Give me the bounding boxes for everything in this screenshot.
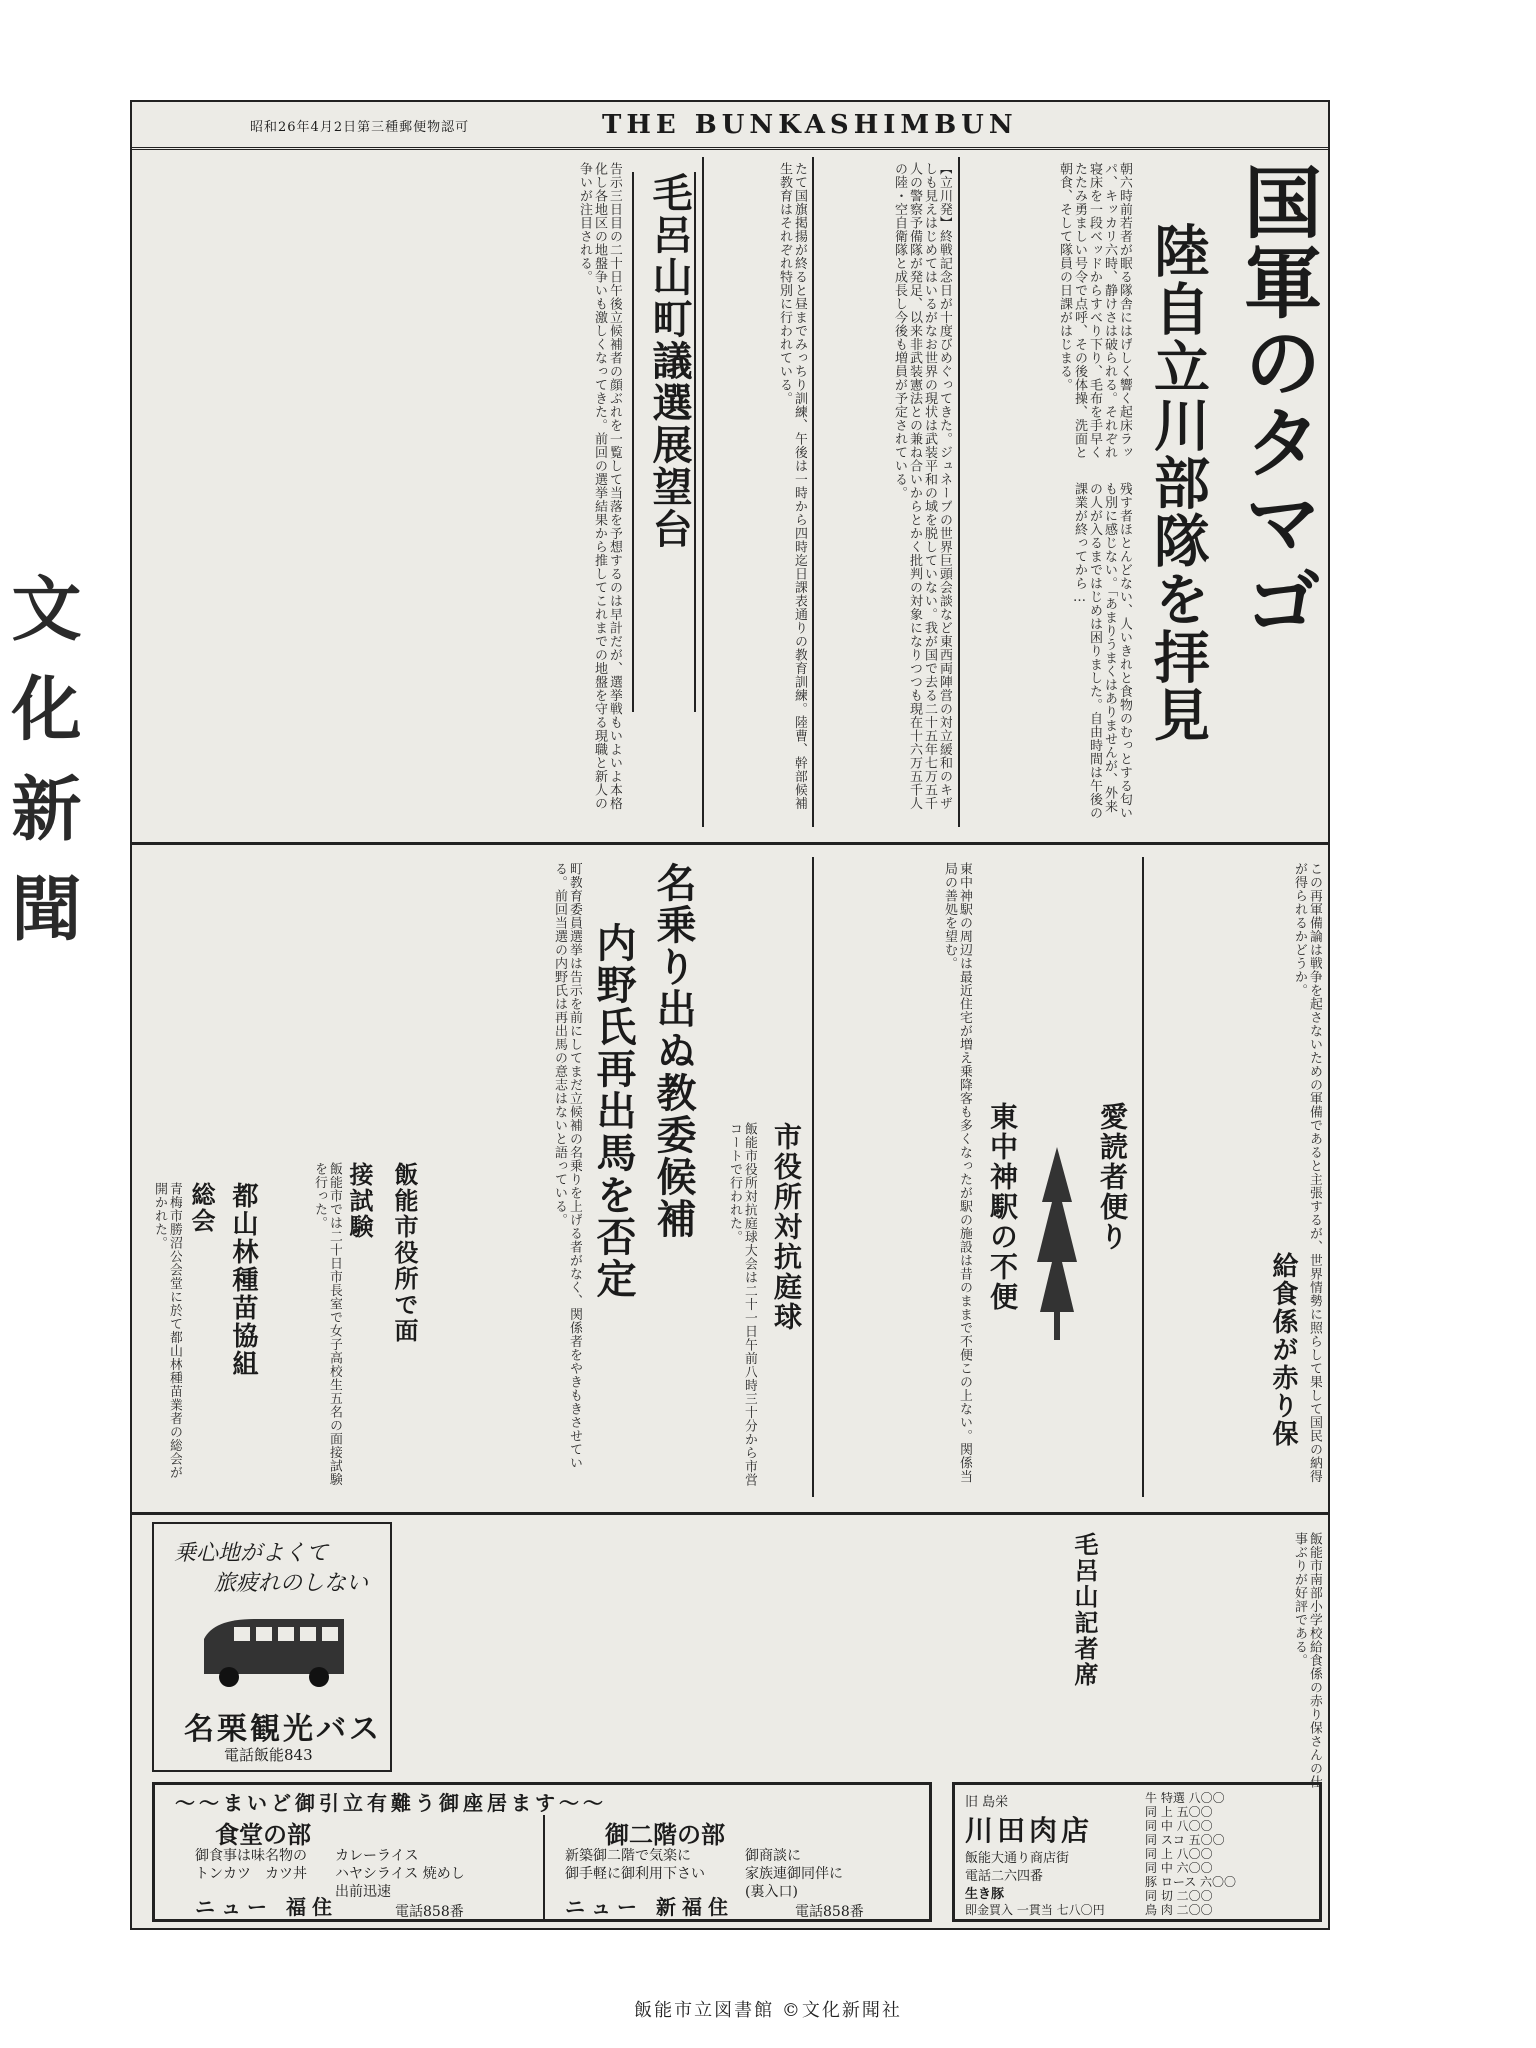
- restaurant-upstairs-1: 新築御二階で気楽に: [565, 1848, 691, 1864]
- defense-body: この再軍備論は戦争を起さないための軍備であると主張するが、世界情勢に照らして果して国民の納得が得られるかどうか。: [1292, 862, 1322, 1483]
- reader-subheadline: 東中神駅の不便: [986, 1102, 1019, 1312]
- restaurant-delivery: 出前迅速: [335, 1884, 391, 1900]
- interview-body: 飯能市では二十日市長室で女子高校生五名の面接試験を行った。: [312, 1162, 342, 1486]
- meat-shop: 川田肉店: [965, 1814, 1094, 1847]
- divider: [702, 157, 704, 827]
- court-headline: 市役所対抗庭球: [770, 1122, 803, 1332]
- interview-headline: 飯能市役所で面: [390, 1162, 419, 1344]
- interview-subheadline: 接試験: [345, 1162, 374, 1240]
- divider: [1142, 857, 1144, 1497]
- bus-slogan-2: 旅疲れのしない: [214, 1571, 369, 1596]
- meat-menu-item: 同 スコ 五〇〇: [1145, 1833, 1225, 1847]
- restaurant-phone-2: 電話858番: [795, 1904, 864, 1920]
- lunch-headline: 給食係が赤り保: [1268, 1252, 1298, 1448]
- uchino-body: 町教育委員選挙は告示を前にしてまだ立候補の名乗りを上げる者がなく、関係者をやきもきさせている。前回当選の内野氏は再出馬の意志はないと語っている。: [552, 862, 582, 1470]
- lunch-body: 飯能市南部小学校給食係の赤り保さんの仕事ぶりが好評である。: [1292, 1532, 1322, 1789]
- restaurant-banner: 〜〜まいど御引立有難う御座居ます〜〜: [175, 1791, 607, 1815]
- restaurant-name-2: ニュー 新福住: [565, 1895, 734, 1919]
- meat-menu-item: 同 上 五〇〇: [1145, 1805, 1213, 1819]
- restaurant-section-1-title: 食堂の部: [215, 1820, 311, 1849]
- bus-ad: [152, 1522, 392, 1772]
- divider: [132, 1512, 1328, 1515]
- tree-icon: [1032, 1142, 1082, 1342]
- meat-menu-item: 同 中 六〇〇: [1145, 1861, 1213, 1875]
- divider: [812, 857, 814, 1497]
- restaurant-note: (裏入口): [745, 1884, 798, 1900]
- bus-slogan-1: 乗心地がよくて: [174, 1541, 329, 1566]
- tamago-headline: 国軍のタマゴ: [1231, 162, 1322, 642]
- meat-menu-item: 同 中 八〇〇: [1145, 1819, 1213, 1833]
- tree-illustration: [1032, 1142, 1082, 1342]
- restaurant-section-2-title: 御二階の部: [605, 1820, 725, 1849]
- divider: [958, 157, 960, 827]
- masthead: [132, 102, 1328, 150]
- meat-menu-item: 同 上 八〇〇: [1145, 1847, 1213, 1861]
- bus-company: 名栗観光バス: [184, 1712, 382, 1747]
- restaurant-upstairs-4: 家族連御同伴に: [745, 1866, 843, 1882]
- tamago-subheadline: 陸自立川部隊を拝見: [1145, 222, 1211, 744]
- masthead-title: THE BUNKASHIMBUN: [602, 110, 1018, 140]
- meat-menu-item: 豚 ロース 六〇〇: [1145, 1875, 1237, 1889]
- bus-icon: [194, 1609, 354, 1693]
- meat-menu: [1145, 1791, 1315, 1917]
- tamago-body-3: 【立川発】終戦記念日が十度びめぐってきた。ジュネーブの世界巨頭会談など東西両陣営の対立緩和のキザしも見えはじめてはいるがなお世界の現状は武装平和の域を脱していない。我が国で去る二十五年七万五千人の警察予備隊が発足、以来非武装憲法との兼ね合いからとかく批判の対象になりつつも現在十六万五千人の陸・空自衛隊と成長し今後も増員が予定されている。: [892, 162, 952, 810]
- forest-body: 青梅市勝沼公会堂に於て都山林種苗業者の総会が開かれた。: [152, 1182, 182, 1479]
- restaurant-menu-3: ハヤシライス 焼めし: [335, 1866, 465, 1882]
- bus-phone: 電話飯能843: [224, 1746, 313, 1764]
- assembly-headline: 毛呂山町議選展望台: [632, 172, 696, 712]
- meat-menu-item: 鳥 肉 二〇〇: [1145, 1903, 1213, 1917]
- reader-headline: 愛読者便り: [1096, 1102, 1129, 1252]
- meat-former: 旧 島栄: [965, 1795, 1009, 1810]
- tamago-body-1: 朝六時前若者が眠る隊舎にはげしく響く起床ラッパ、キッカリ六時、静けさは破られる。それぞれ寝床を一段ベッドからすべり下り、毛布を手早くたたみ勇ましい号令で点呼、その後体操、洗面と朝食、そして隊員の日課がはじまる。: [1057, 162, 1132, 459]
- restaurant-upstairs-2: 御手軽に御利用下さい: [565, 1866, 705, 1882]
- divider: [132, 842, 1328, 845]
- side-title: 文化新聞: [0, 572, 83, 972]
- uchino-headline: 名乗り出ぬ教委候補: [650, 862, 697, 1240]
- tamago-body-4: たて国旗掲揚が終ると昼までみっちり訓練、午後は一時から四時迄日課表通りの教育訓練。陸曹、幹部候補生教育はそれぞれ特別に行われている。: [777, 162, 807, 810]
- restaurant-phone-1: 電話858番: [395, 1904, 464, 1920]
- reader-body: 東中神駅の周辺は最近住宅が増え乗降客も多くなったが駅の施設は昔のままで不便この上ない。関係当局の善処を望む。: [942, 862, 972, 1483]
- lunch-subheadline: 毛呂山記者席: [1070, 1532, 1099, 1688]
- meat-phone: 電話二六四番: [965, 1869, 1044, 1884]
- restaurant-menu-2: カレーライス: [335, 1848, 419, 1864]
- footer-credit: 飯能市立図書館 ©文化新聞社: [634, 2000, 902, 2021]
- restaurant-ad: [152, 1782, 932, 1922]
- tamago-body-2: 残す者ほとんどない、人いきれと食物のむっとする匂いも別に感じない。「あまりうまくはありませんが、外来の人が入るまではじめは困りました。自由時間は午後の課業が終ってから…: [1072, 482, 1132, 820]
- forest-headline: 都山林種苗協組: [228, 1182, 258, 1378]
- meat-menu-item: 同 切 二〇〇: [1145, 1889, 1213, 1903]
- restaurant-menu-1: トンカツ カツ丼: [195, 1866, 307, 1882]
- meat-address: 飯能大通り商店街: [965, 1851, 1070, 1866]
- meat-menu-item: 牛 特選 八〇〇: [1145, 1791, 1225, 1805]
- divider: [812, 157, 814, 827]
- uchino-subheadline: 内野氏再出馬を否定: [590, 922, 637, 1300]
- meat-ad: [952, 1782, 1322, 1922]
- restaurant-tagline: 御食事は味名物の: [195, 1848, 307, 1864]
- restaurant-upstairs-3: 御商談に: [745, 1848, 801, 1864]
- masthead-date: 昭和26年4月2日第三種郵便物認可: [250, 120, 470, 135]
- court-body: 飯能市役所対抗庭球大会は二十一日午前八時三十分から市営コートで行われた。: [727, 1122, 757, 1487]
- meat-price: 即金買入 一貫当 七八〇円: [965, 1903, 1105, 1917]
- assembly-body: 告示三日目の二十日午後立候補者の顔ぶれを一覧して当落を予想するのは早計だが、選挙戦もいよいよ本格化し各地区の地盤争いも激しくなってきた。前回の選挙結果から推してこれまでの地盤を守る現職と新人の争いが注目される。: [577, 162, 622, 810]
- newspaper-page: [0, 100, 1330, 1930]
- restaurant-name-1: ニュー 福住: [195, 1895, 338, 1919]
- divider: [543, 1815, 545, 1920]
- meat-pig: 生き豚: [965, 1887, 1005, 1902]
- forest-subheadline: 総会: [187, 1182, 216, 1234]
